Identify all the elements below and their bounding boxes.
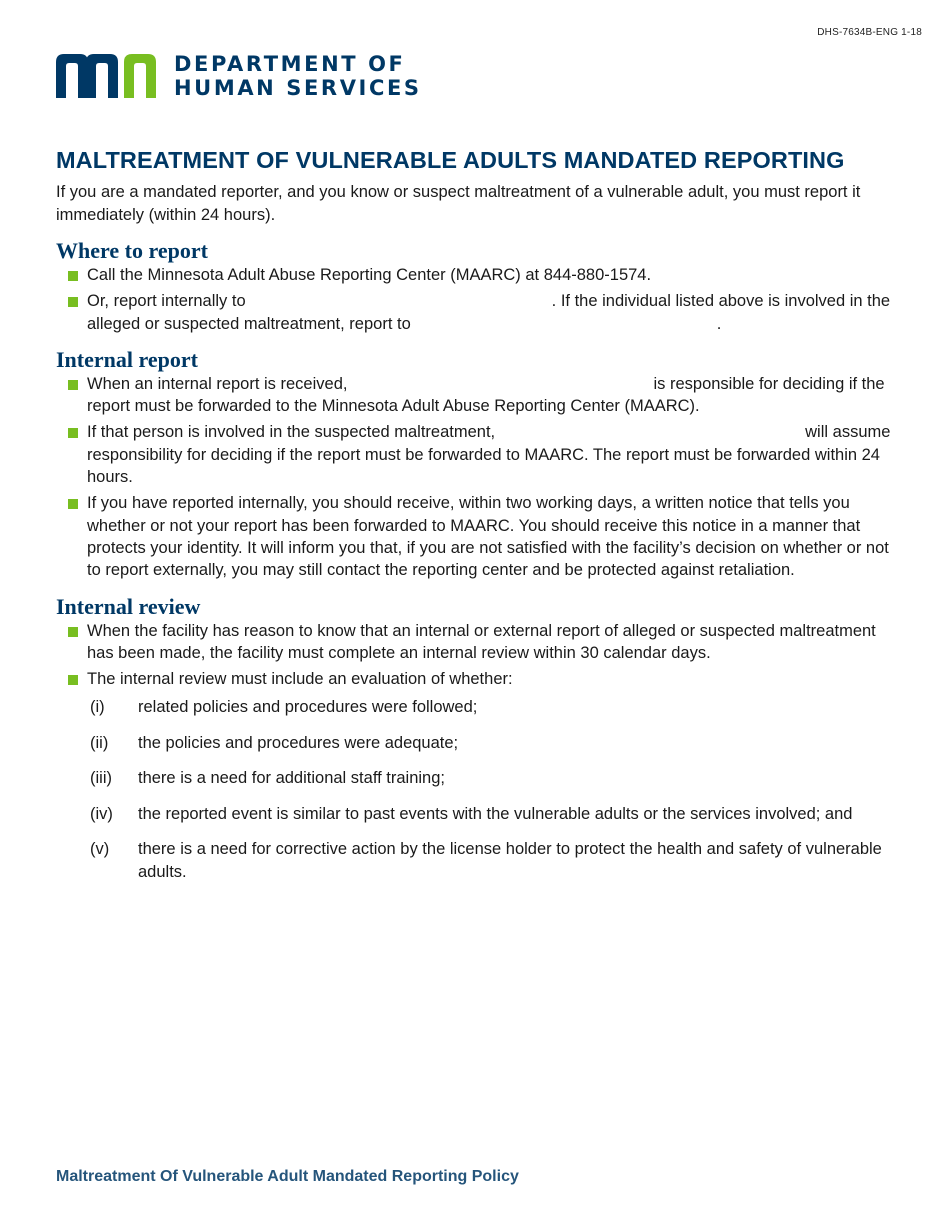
form-code: DHS-7634B-ENG 1-18 [817,27,922,38]
brand-line-1: DEPARTMENT OF [174,52,406,76]
review-criterion: (v) there is a need for corrective action by the license holder to protect the health and safety of vulnerable adults. [90,840,882,881]
bullet-square-icon [68,271,78,281]
page-title: MALTREATMENT OF VULNERABLE ADULTS MANDATED REPORTING [56,147,845,173]
heading-internal-report: Internal report [56,346,198,372]
list-item: Call the Minnesota Adult Abuse Reporting Center (MAARC) at 844-880-1574. [56,264,896,286]
document-body [56,145,896,896]
dhs-logo [56,52,422,100]
page-footer: Maltreatment Of Vulnerable Adult Mandated Reporting Policy [56,1168,519,1185]
internal-review-list [56,620,896,691]
list-item: If you have reported internally, you should receive, within two working days, a written notice that tells you whether or not your report has been forwarded to MAARC. You should receive this notice in a manner that protects your identity. It will inform you that, if you are not satisfied with the facility’s decision on whether or not to report externally, you may still contact the reporting center and be protected against retaliation. [56,492,896,581]
bullet-square-icon [68,675,78,685]
list-item: Or, report internally to . If the individual listed above is involved in the alleged or suspected maltreatment, report to . [56,290,896,335]
bullet-square-icon [68,627,78,637]
review-criterion: (i) related policies and procedures were followed; [90,698,478,717]
review-criterion: (iv) the reported event is similar to past events with the vulnerable adults or the services involved; and [90,804,853,823]
internal-report-list [56,373,896,582]
review-criteria-list [56,696,896,883]
list-item: The internal review must include an evaluation of whether: [56,668,896,690]
bullet-square-icon [68,428,78,438]
review-criterion: (iii) there is a need for additional staff training; [90,769,445,788]
list-item: When the facility has reason to know that an internal or external report of alleged or suspected maltreatment has been made, the facility must complete an internal review within 30 calendar days. [56,620,896,665]
bullet-square-icon [68,297,78,307]
intro-text: If you are a mandated reporter, and you know or suspect maltreatment of a vulnerable adult, you must report it immediately (within 24 hours). [56,183,861,224]
heading-internal-review: Internal review [56,593,201,619]
mn-logo-icon [56,54,158,98]
list-item: When an internal report is received, is responsible for deciding if the report must be forwarded to the Minnesota Adult Abuse Reporting Center (MAARC). [56,373,896,418]
where-list [56,264,896,335]
bullet-square-icon [68,380,78,390]
bullet-square-icon [68,499,78,509]
list-item: If that person is involved in the suspected maltreatment, will assume responsibility for deciding if the report must be forwarded to MAARC. The report must be forwarded within 24 hours. [56,421,896,488]
review-criterion: (ii) the policies and procedures were adequate; [90,733,459,752]
brand-line-2: HUMAN SERVICES [174,76,422,100]
heading-where-to-report: Where to report [56,238,208,263]
